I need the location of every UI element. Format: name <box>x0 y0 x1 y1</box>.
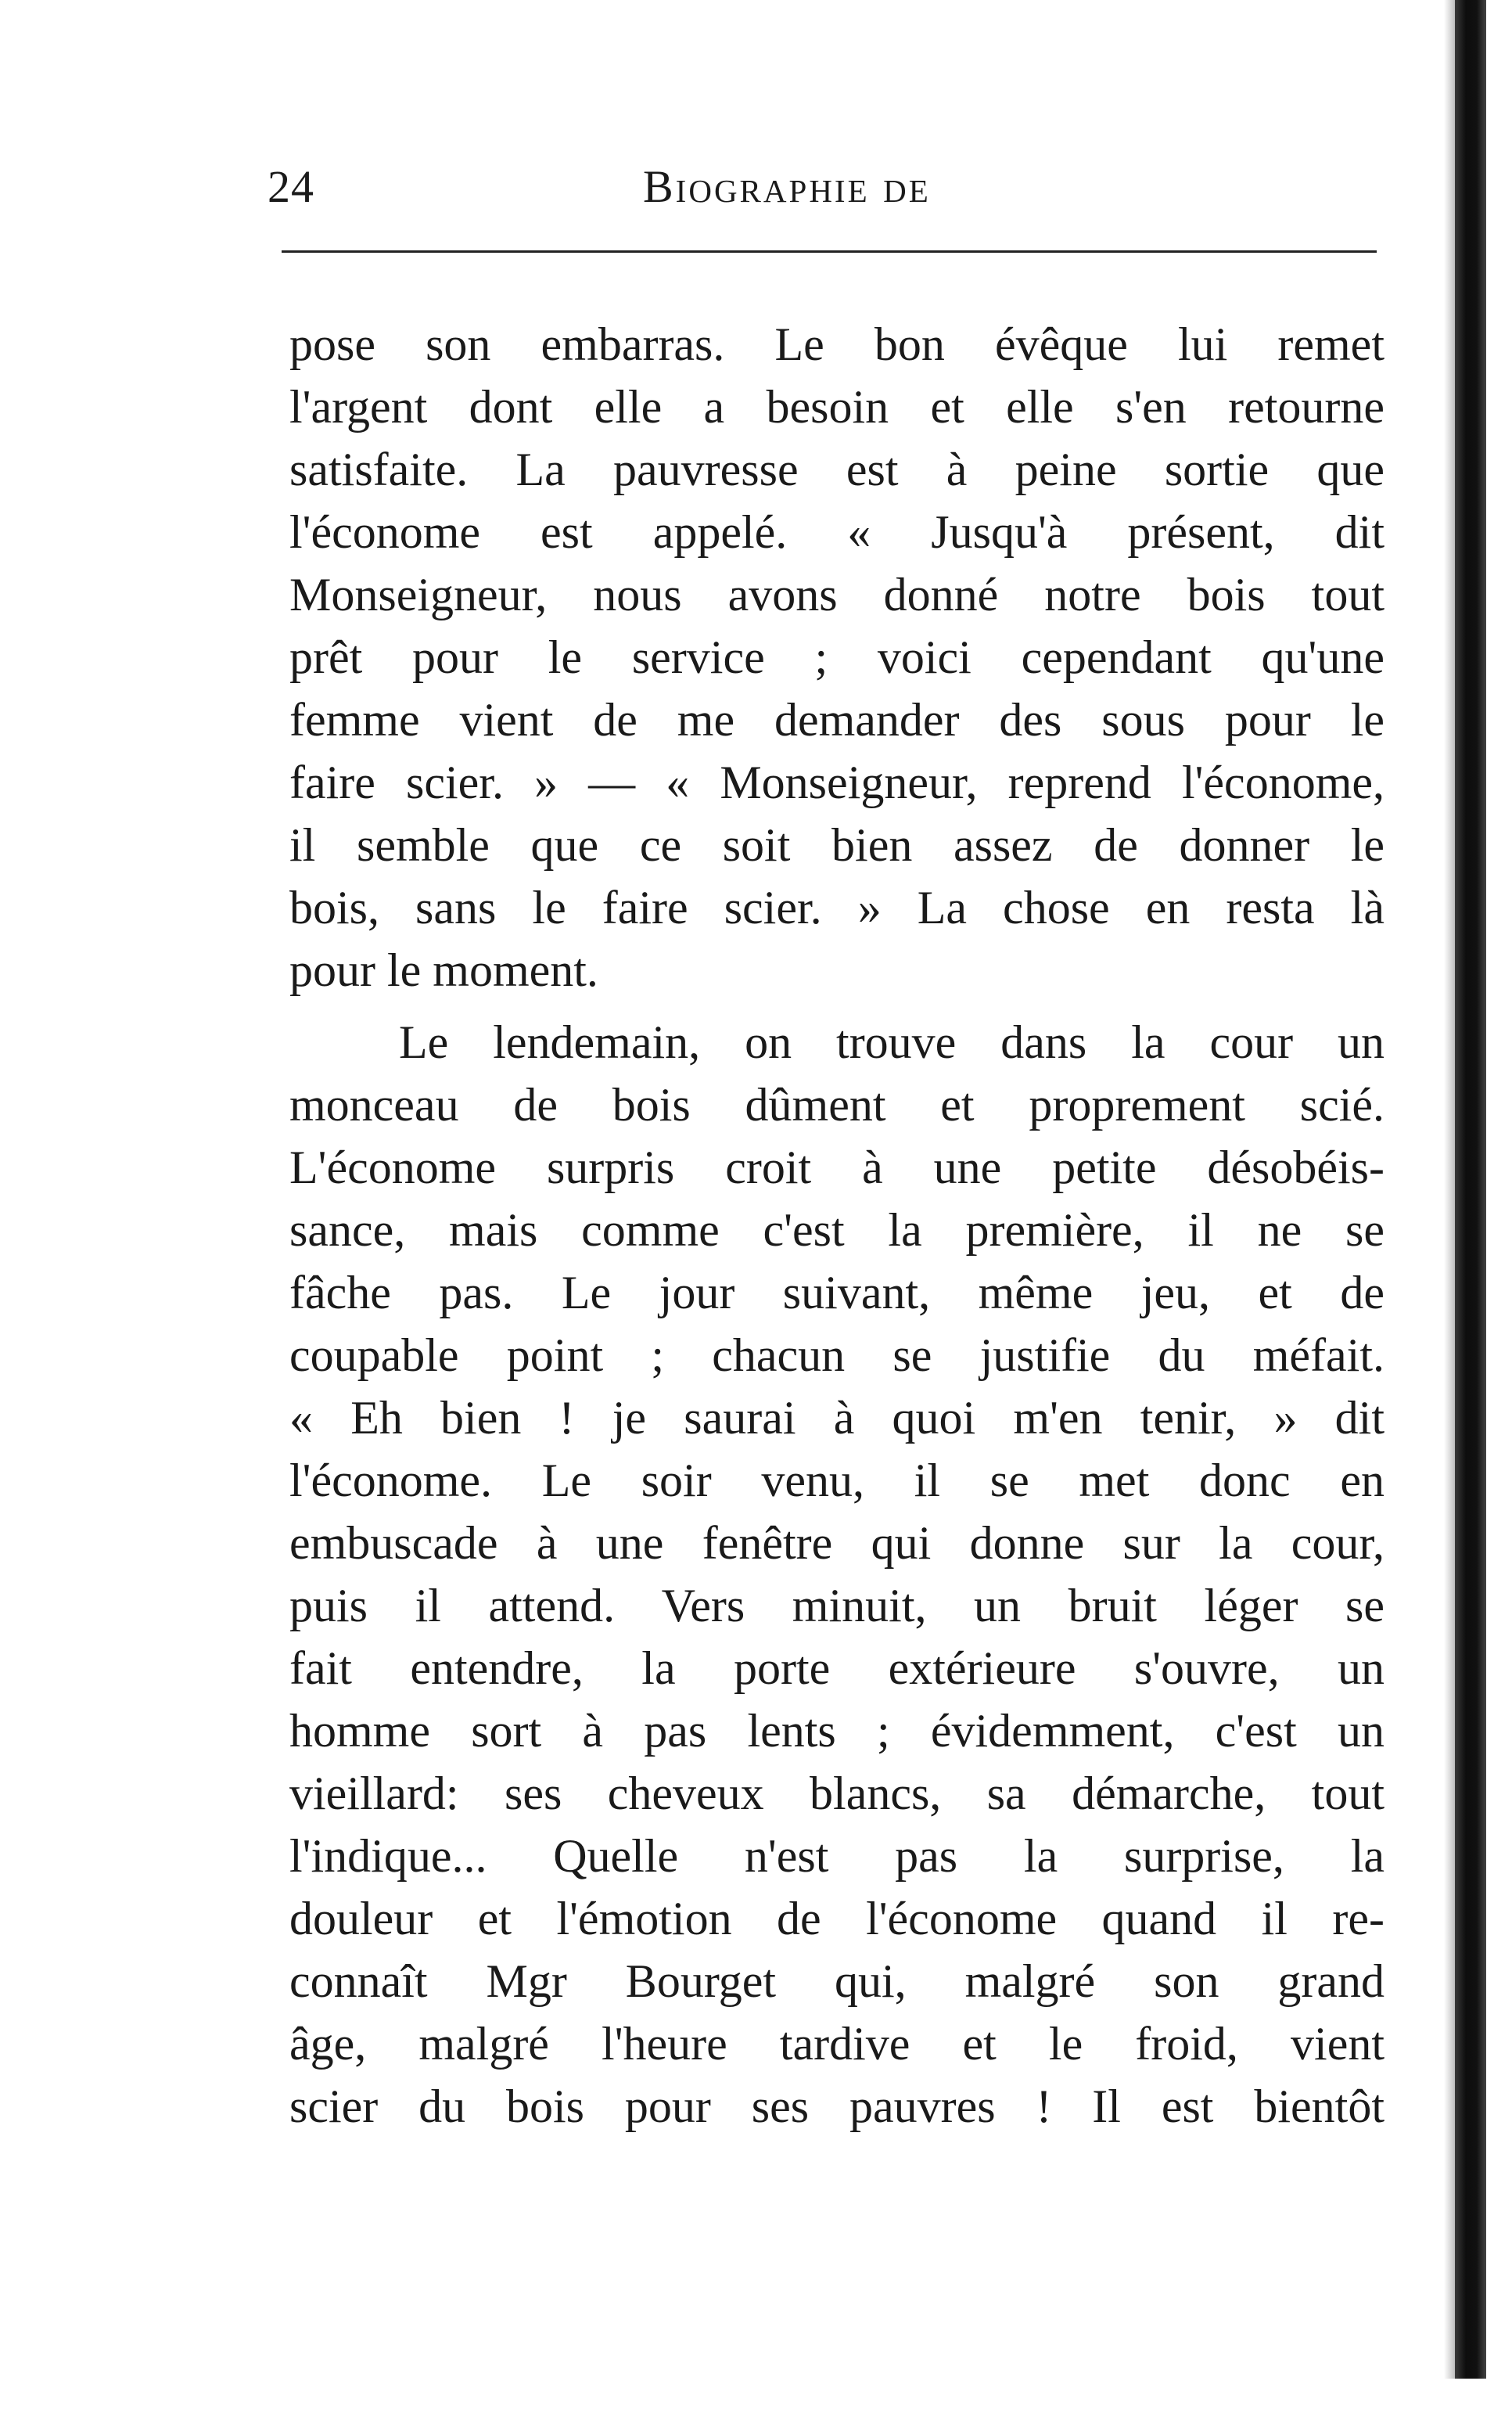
text-line: embuscade à une fenêtre qui donne sur la cour, <box>289 1517 1385 1569</box>
text-line: coupable point ; chacun se justifie du méfait. <box>289 1329 1385 1381</box>
text-line: fâche pas. Le jour suivant, même jeu, et de <box>289 1267 1385 1318</box>
text-line: femme vient de me demander des sous pour le <box>289 694 1385 746</box>
text-line: connaît Mgr Bourget qui, malgré son grand <box>289 1955 1385 2007</box>
text-line: monceau de bois dûment et proprement scié. <box>289 1079 1385 1131</box>
text-line: faire scier. » — « Monseigneur, reprend l'économe, <box>289 757 1385 808</box>
header-rule <box>282 250 1377 253</box>
text-line: âge, malgré l'heure tardive et le froid, vient <box>289 2018 1385 2070</box>
text-line: Monseigneur, nous avons donné notre bois tout <box>289 569 1385 620</box>
text-line: l'économe. Le soir venu, il se met donc en <box>289 1455 1385 1506</box>
text-line: homme sort à pas lents ; évidemment, c'est un <box>289 1705 1385 1757</box>
text-line: sance, mais comme c'est la première, il ne se <box>289 1204 1385 1256</box>
text-line: vieillard: ses cheveux blancs, sa démarche, tout <box>289 1768 1385 1819</box>
text-line: il semble que ce soit bien assez de donner le <box>289 819 1385 871</box>
text-line: puis il attend. Vers minuit, un bruit léger se <box>289 1580 1385 1631</box>
scan-edge-shadow <box>1444 0 1455 2379</box>
text-line: douleur et l'émotion de l'économe quand il re- <box>289 1893 1385 1944</box>
paragraph-2 <box>289 1011 1385 2138</box>
paragraph-1 <box>289 313 1385 1002</box>
text-line: scier du bois pour ses pauvres ! Il est bientôt <box>289 2081 1385 2132</box>
text-line: L'économe surpris croit à une petite désobéis- <box>289 1142 1385 1193</box>
scan-binding-edge <box>1455 0 1486 2379</box>
page-number: 24 <box>268 161 314 212</box>
running-head <box>268 160 1378 239</box>
text-line: fait entendre, la porte extérieure s'ouvre, un <box>289 1642 1385 1694</box>
text-line: satisfaite. La pauvresse est à peine sortie que <box>289 444 1385 495</box>
text-line: prêt pour le service ; voici cependant qu'une <box>289 631 1385 683</box>
running-title: Biographie de <box>643 161 931 212</box>
text-line: Le lendemain, on trouve dans la cour un <box>399 1016 1385 1068</box>
paragraph-gap <box>289 1002 1385 1011</box>
text-line: l'indique... Quelle n'est pas la surprise, la <box>289 1830 1385 1882</box>
text-line: bois, sans le faire scier. » La chose en resta là <box>289 882 1385 933</box>
text-line: « Eh bien ! je saurai à quoi m'en tenir, » dit <box>289 1392 1385 1444</box>
text-line: pose son embarras. Le bon évêque lui remet <box>289 318 1385 370</box>
text-line: l'argent dont elle a besoin et elle s'en retourne <box>289 381 1385 433</box>
text-line: pour le moment. <box>289 944 598 996</box>
body-text <box>289 313 1385 2138</box>
text-line: l'économe est appelé. « Jusqu'à présent, dit <box>289 506 1385 558</box>
